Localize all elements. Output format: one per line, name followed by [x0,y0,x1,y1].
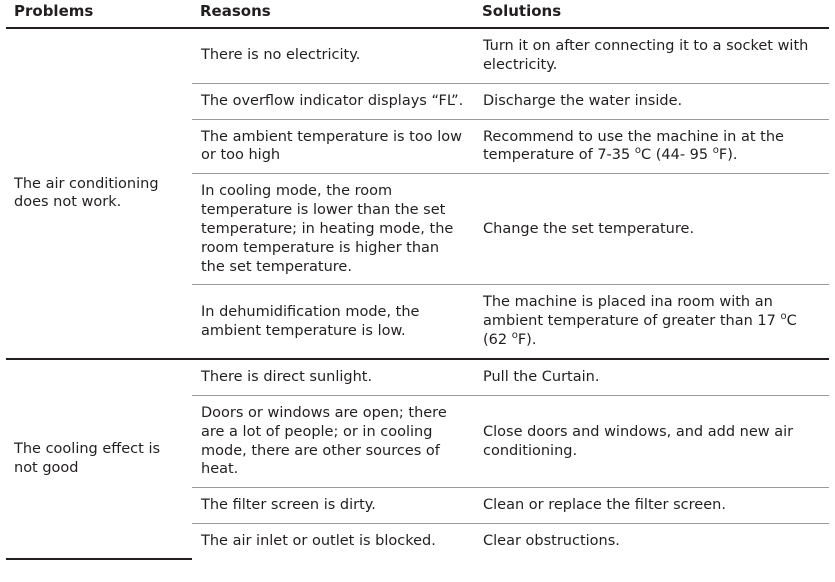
reason-cell: In cooling mode, the room temperature is lower than the set temperature; in heating mode, the room temperature is higher than the set temperature. [192,174,474,285]
solution-cell: Pull the Curtain. [474,359,829,395]
column-header-reasons: Reasons [192,0,474,28]
problem-cell: The air conditioning does not work. [6,28,192,359]
solution-cell: Close doors and windows, and add new air conditioning. [474,395,829,487]
reason-cell: There is no electricity. [192,28,474,83]
solution-cell: The machine is placed ina room with an ambient temperature of greater than 17 $^o$C (62 $^o$F). [474,285,829,359]
solution-cell: Discharge the water inside. [474,83,829,119]
reason-cell: Doors or windows are open; there are a lot of people; or in cooling mode, there are other sources of heat. [192,395,474,487]
solution-cell: Clean or replace the filter screen. [474,488,829,524]
problem-cell: The cooling effect is not good [6,359,192,559]
reason-cell: In dehumidification mode, the ambient temperature is low. [192,285,474,359]
table-row [6,359,829,395]
table-body [6,28,829,559]
column-header-problems: Problems [6,0,192,28]
table-row [6,28,829,83]
reason-cell: The filter screen is dirty. [192,488,474,524]
solution-cell: Clear obstructions. [483,533,620,550]
reason-cell: The overflow indicator displays “FL”. [192,83,474,119]
reason-cell: The air inlet or outlet is blocked. [201,533,436,550]
troubleshooting-table [6,0,829,560]
table-header-row [6,0,829,28]
table-header [6,0,829,28]
reason-cell: There is direct sunlight. [192,359,474,395]
column-header-solutions: Solutions [474,0,829,28]
solution-cell: Turn it on after connecting it to a socket with electricity. [474,28,829,83]
solution-cell: Recommend to use the machine in at the temperature of 7-35 $^o$C (44- 95 $^o$F). [474,119,829,174]
reason-cell: The ambient temperature is too low or too high [192,119,474,174]
solution-cell: Change the set temperature. [474,174,829,285]
